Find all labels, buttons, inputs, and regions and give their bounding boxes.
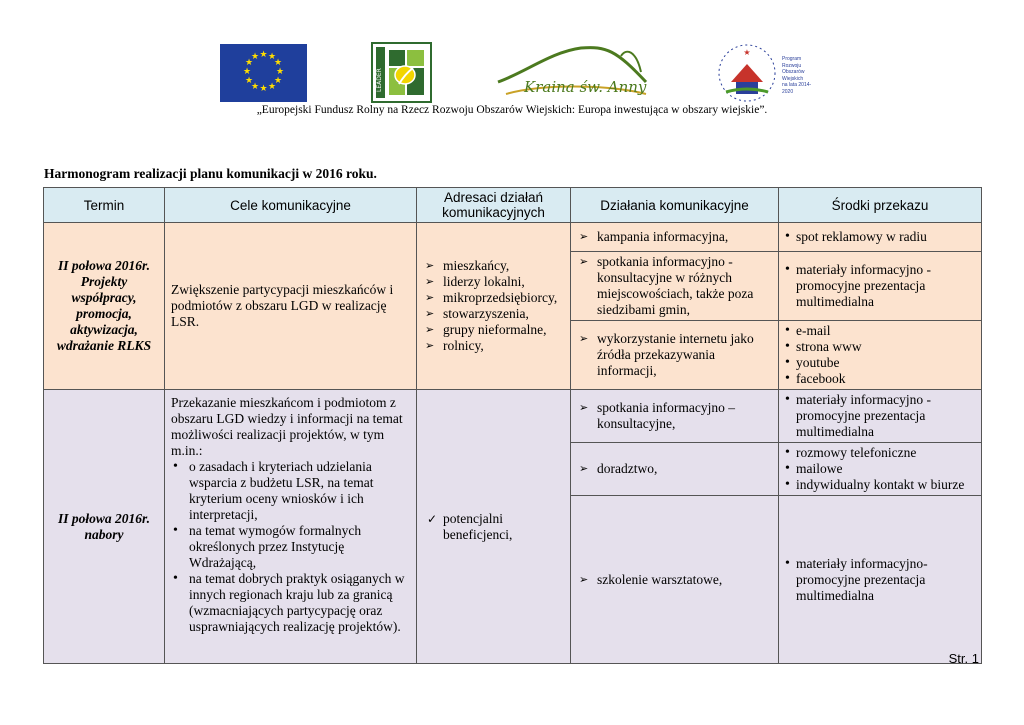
action-cell <box>571 223 779 252</box>
svg-text:★: ★ <box>250 52 260 62</box>
svg-text:★: ★ <box>244 58 254 68</box>
action-cell <box>571 252 779 321</box>
eu-flag-logo <box>220 44 307 102</box>
term-cell: II połowa 2016r. Projekty współpracy, promocja, aktywizacja, wdrażanie RLKS <box>44 223 165 390</box>
eafrd-motto: „Europejski Fundusz Rolny na Rzecz Rozwoju Obszarów Wiejskich: Europa inwestująca w obszary wiejskie”. <box>256 104 768 116</box>
prow-line: na lata 2014-2020 <box>782 82 812 95</box>
means-item: • rozmowy telefoniczne <box>785 445 975 461</box>
action-cell <box>571 321 779 390</box>
addressee-item: ➢ liderzy lokalni, <box>423 274 564 290</box>
document-title: Harmonogram realizacji planu komunikacji w 2016 roku. <box>44 166 377 181</box>
addressees-cell <box>417 223 571 390</box>
addressee-item: ✓ potencjalni beneficjenci, <box>423 511 564 543</box>
action-cell <box>571 390 779 443</box>
means-item: • materiały informacyjno - promocyjne prezentacja multimedialna <box>785 262 975 310</box>
addressees-cell <box>417 390 571 664</box>
svg-text:★: ★ <box>259 84 268 94</box>
logo-bar <box>0 42 1024 104</box>
addressee-item: ➢ mikroprzedsiębiorcy, <box>423 290 564 306</box>
action-item: ➢ spotkania informacyjno - konsultacyjne w różnych miejscowościach, także poza siedzibami gmin, <box>577 254 772 318</box>
means-item: • strona www <box>785 339 975 355</box>
action-item: ➢ doradztwo, <box>577 461 772 477</box>
svg-text:LEADER: LEADER <box>376 68 383 92</box>
table-header-row <box>44 188 982 223</box>
leader-logo <box>371 42 432 103</box>
goal-item: • na temat dobrych praktyk osiąganych w innych regionach kraju lub za granicą (wzmacniających partycypację oraz usprawniających realizację projektów). <box>171 571 410 635</box>
page-number: Str. 1 <box>948 651 979 666</box>
svg-text:★: ★ <box>250 82 260 92</box>
goal-item: • o zasadach i kryteriach udzielania wsparcia z budżetu LSR, na temat kryterium oceny wniosków i ich interpretacji, <box>171 459 410 523</box>
means-item: • materiały informacyjno - promocyjne prezentacja multimedialna <box>785 392 975 440</box>
addressee-item: ➢ grupy nieformalne, <box>423 322 564 338</box>
means-item: • e-mail <box>785 323 975 339</box>
prow-line: Rozwoju <box>782 62 802 69</box>
addressee-item: ➢ stowarzyszenia, <box>423 306 564 322</box>
column-header-means: Środki przekazu <box>779 188 982 223</box>
svg-text:★: ★ <box>267 82 277 92</box>
action-item: ➢ szkolenie warsztatowe, <box>577 572 772 588</box>
means-cell <box>779 321 982 390</box>
svg-text:★: ★ <box>275 67 285 77</box>
svg-text:★: ★ <box>267 52 277 62</box>
means-cell <box>779 443 982 496</box>
svg-text:★: ★ <box>242 67 252 77</box>
svg-text:★: ★ <box>259 50 268 60</box>
means-item: • mailowe <box>785 461 975 477</box>
means-item: • facebook <box>785 371 975 387</box>
column-header-addressees: Adresaci działań komunikacyjnych <box>417 188 571 223</box>
svg-text:★: ★ <box>273 76 283 86</box>
goal-intro: Przekazanie mieszkańcom i podmiotom z obszaru LGD wiedzy i informacji na temat możliwości realizacji projektów, w tym m.in.: <box>171 395 403 458</box>
column-header-actions: Działania komunikacyjne <box>571 188 779 223</box>
prow-line: Program <box>782 56 802 62</box>
action-item: ➢ kampania informacyjna, <box>577 229 772 245</box>
term-cell: II połowa 2016r. nabory <box>44 390 165 664</box>
table-row <box>44 390 982 443</box>
means-cell <box>779 390 982 443</box>
goal-item: • na temat wymogów formalnych określonych przez Instytucję Wdrażającą, <box>171 523 410 571</box>
means-cell <box>779 252 982 321</box>
prow-line: Wiejskich <box>782 75 804 82</box>
action-cell <box>571 496 779 664</box>
svg-text:★: ★ <box>743 48 751 57</box>
means-cell <box>779 496 982 664</box>
kraina-logo-text: Kraina św. Anny <box>524 78 647 96</box>
means-item: • indywidualny kontakt w biurze <box>785 477 975 493</box>
means-item: • materiały informacyjno- promocyjne prezentacja multimedialna <box>785 556 975 604</box>
goal-cell: Zwiększenie partycypacji mieszkańców i podmiotów z obszaru LGD w realizację LSR. <box>165 223 417 390</box>
action-item: ➢ spotkania informacyjno – konsultacyjne, <box>577 400 772 432</box>
column-header-goals: Cele komunikacyjne <box>165 188 417 223</box>
action-item: ➢ wykorzystanie internetu jako źródła przekazywania informacji, <box>577 331 772 379</box>
action-cell <box>571 443 779 496</box>
goal-cell <box>165 390 417 664</box>
kraina-sw-anny-logo <box>496 42 656 104</box>
means-cell <box>779 223 982 252</box>
communication-schedule-table <box>43 187 982 664</box>
addressee-item: ➢ mieszkańcy, <box>423 258 564 274</box>
column-header-term: Termin <box>44 188 165 223</box>
addressee-item: ➢ rolnicy, <box>423 338 564 354</box>
prow-logo <box>716 42 816 104</box>
means-item: • spot reklamowy w radiu <box>785 229 975 245</box>
svg-text:★: ★ <box>244 76 254 86</box>
means-item: • youtube <box>785 355 975 371</box>
table-row <box>44 223 982 252</box>
prow-logo-text <box>782 56 816 95</box>
prow-line: Obszarów <box>782 69 805 75</box>
svg-text:★: ★ <box>273 58 283 68</box>
